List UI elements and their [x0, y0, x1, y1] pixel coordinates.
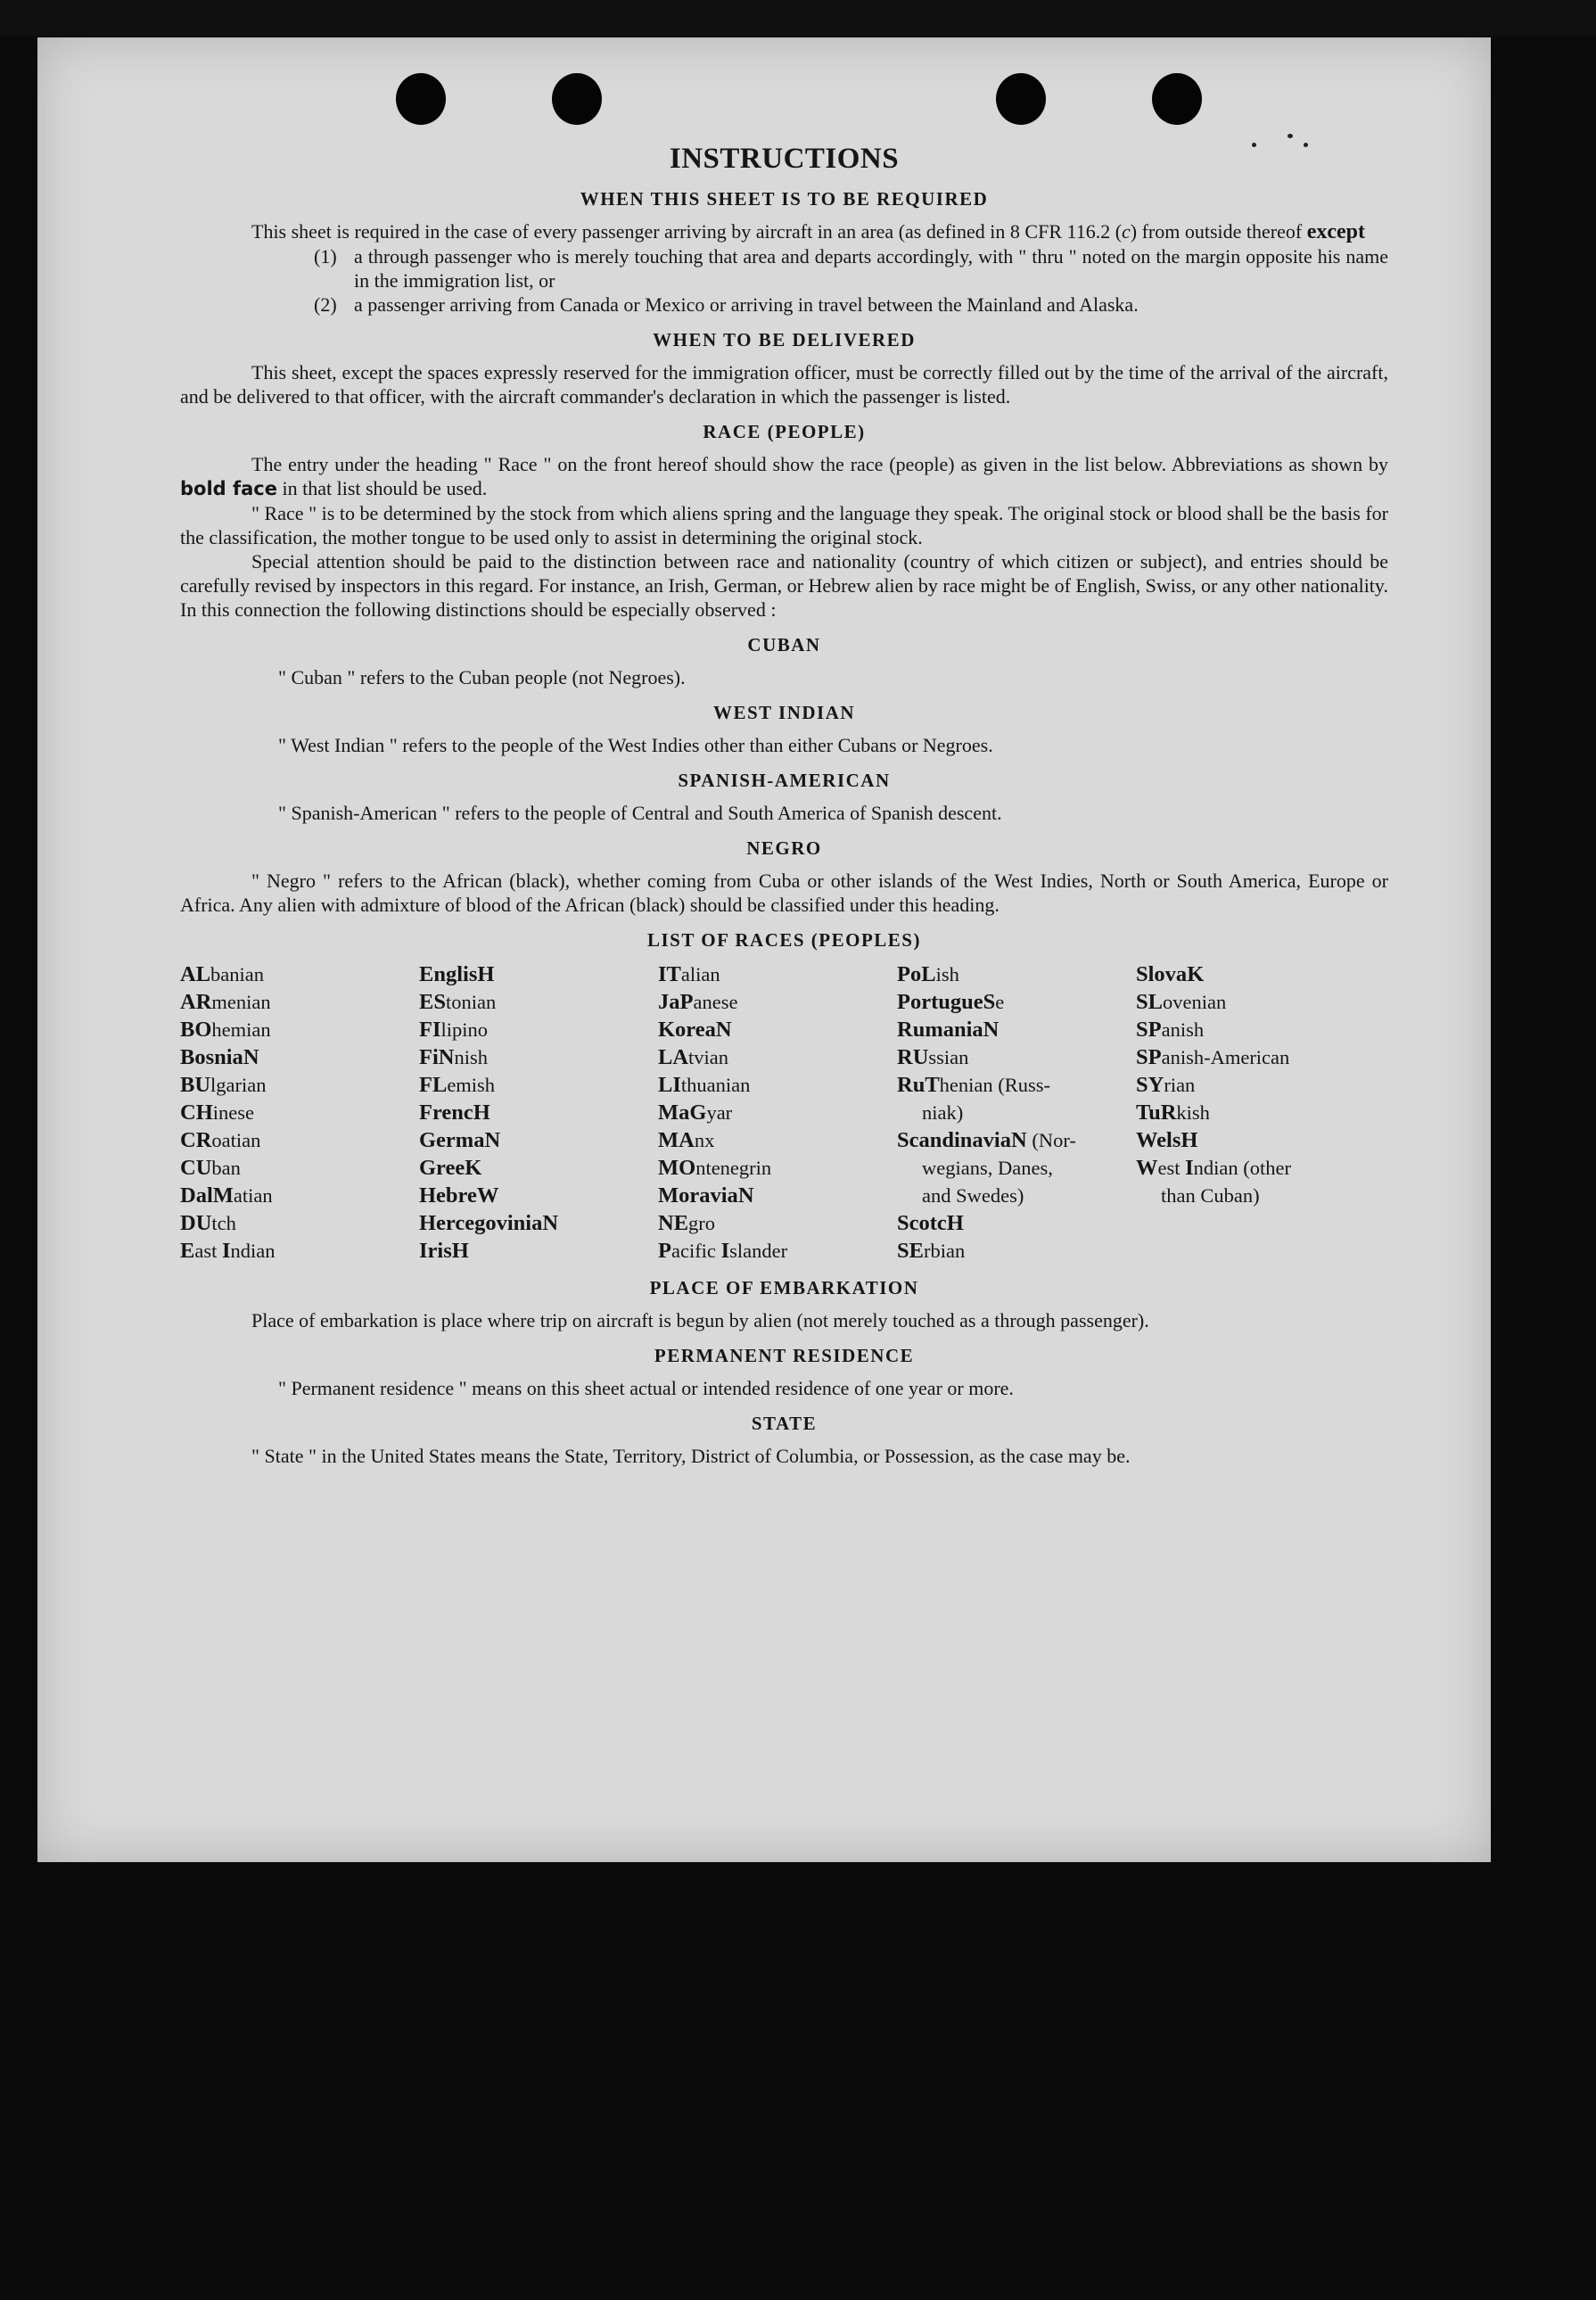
race-entry-continuation: and Swedes) — [922, 1184, 1024, 1207]
cuban-text: " Cuban " refers to the Cuban people (not Negroes). — [278, 666, 686, 688]
race-entry: MoraviaN — [658, 1183, 754, 1208]
section-heading: SPANISH-AMERICAN — [678, 770, 891, 791]
race-entry: ITalian — [658, 962, 720, 986]
race-entry: MaGyar — [658, 1101, 733, 1125]
race-entry: DalMatian — [180, 1183, 273, 1208]
race-entry: JaPanese — [658, 990, 738, 1014]
race-entry: West Indian (other — [1136, 1156, 1292, 1180]
races-column — [180, 960, 419, 1265]
race-entry: FIlipino — [419, 1018, 489, 1042]
race-entry: ScandinaviaN (Nor- — [897, 1128, 1076, 1152]
section-heading: PLACE OF EMBARKATION — [649, 1277, 919, 1298]
race-entry: IrisH — [419, 1239, 469, 1263]
punch-hole — [552, 73, 602, 125]
race-entry: HebreW — [419, 1183, 499, 1208]
race-paragraph: " Race " is to be determined by the stock from which aliens spring and the language they speak. The original stock or blood shall be the basis for the classification, the mother tongue to be used only to assist in determining the original stock. — [180, 502, 1388, 548]
section-heading: WEST INDIAN — [712, 702, 856, 723]
race-entry: KoreaN — [658, 1018, 732, 1042]
race-entry-continuation: than Cuban) — [1161, 1184, 1260, 1207]
race-entry: SErbian — [897, 1239, 966, 1263]
race-entry-continuation: niak) — [922, 1101, 964, 1124]
race-entry: BOhemian — [180, 1018, 271, 1042]
race-entry: HercegoviniaN — [419, 1211, 559, 1235]
punch-hole — [996, 73, 1046, 125]
section-heading: CUBAN — [747, 634, 821, 655]
race-entry: East Indian — [180, 1239, 276, 1263]
section-heading: WHEN THIS SHEET IS TO BE REQUIRED — [580, 188, 989, 210]
page-title: INSTRUCTIONS — [669, 143, 900, 175]
races-list — [180, 960, 1388, 1265]
west-indian-text: " West Indian " refers to the people of the West Indies other than either Cubans or Negroes. — [278, 734, 993, 756]
race-paragraph: The entry under the heading " Race " on the front hereof should show the race (people) as given in the list below. Abbreviations as shown by bold face in that list should be used. — [180, 453, 1388, 499]
race-entry: SYrian — [1136, 1073, 1196, 1097]
races-column — [897, 960, 1136, 1265]
race-entry: CRoatian — [180, 1128, 261, 1152]
embarkation-text: Place of embarkation is place where trip on aircraft is begun by alien (not merely touched as a through passenger). — [251, 1309, 1149, 1331]
race-entry: PortugueSe — [897, 990, 1005, 1014]
section-heading: LIST OF RACES (PEOPLES) — [647, 929, 921, 951]
race-entry-continuation: wegians, Danes, — [922, 1157, 1053, 1179]
race-entry: LAtvian — [658, 1045, 729, 1069]
delivered-text: This sheet, except the spaces expressly reserved for the immigration officer, must be correctly filled out by the time of the arrival of the aircraft, and be delivered to that officer, with the aircraft commander's declaration in which the passenger is listed. — [180, 361, 1388, 408]
race-entry: MOntenegrin — [658, 1156, 772, 1180]
race-entry: WelsH — [1136, 1128, 1198, 1152]
scan-speck — [1287, 134, 1293, 138]
race-entry: SLovenian — [1136, 990, 1227, 1014]
section-heading: RACE (PEOPLE) — [703, 421, 866, 442]
race-entry: CHinese — [180, 1101, 254, 1125]
race-entry: RUssian — [897, 1045, 969, 1069]
race-entry: SlovaK — [1136, 962, 1205, 986]
race-entry: DUtch — [180, 1211, 236, 1235]
race-entry: Pacific Islander — [658, 1239, 788, 1263]
required-intro: This sheet is required in the case of every passenger arriving by aircraft in an area (as defined in 8 CFR 116.2 (c) from outside thereof except — [251, 220, 1366, 243]
race-entry: SPanish — [1136, 1018, 1205, 1042]
race-entry: CUban — [180, 1156, 241, 1180]
race-entry: SPanish-American — [1136, 1045, 1290, 1069]
section-heading: PERMANENT RESIDENCE — [654, 1345, 915, 1366]
state-text: " State " in the United States means the State, Territory, District of Columbia, or Possession, as the case may be. — [251, 1445, 1131, 1467]
exception-item: (1) a through passenger who is merely touching that area and departs accordingly, with " thru " noted on the margin opposite his name in the immigration list, or — [314, 245, 1388, 292]
exception-item: (2) a passenger arriving from Canada or Mexico or arriving in travel between the Mainland and Alaska. — [314, 293, 1139, 316]
race-paragraph: Special attention should be paid to the distinction between race and nationality (country of which citizen or subject), and entries should be carefully revised by inspectors in this regard. For instance, an Irish, German, or Hebrew alien by race might be of English, Swiss, or any other nationality. In this connection the following distinctions should be especially observed : — [180, 550, 1388, 621]
race-entry: FiNnish — [419, 1045, 488, 1069]
race-entry: ALbanian — [180, 962, 265, 986]
race-entry: EStonian — [419, 990, 497, 1014]
race-entry: RumaniaN — [897, 1018, 1000, 1042]
scan-backdrop — [0, 0, 1596, 36]
document-sheet — [37, 37, 1491, 1862]
race-entry: FrencH — [419, 1101, 490, 1125]
negro-text: " Negro " refers to the African (black), whether coming from Cuba or other islands of the West Indies, North or South America, Europe or Africa. Any alien with admixture of blood of the African (black) should be classified under this heading. — [180, 870, 1388, 916]
race-entry: NEgro — [658, 1211, 716, 1235]
spanish-american-text: " Spanish-American " refers to the people of Central and South America of Spanish descent. — [278, 802, 1002, 824]
punch-hole — [1152, 73, 1202, 125]
race-entry: ARmenian — [180, 990, 271, 1014]
instructions-content — [180, 143, 1388, 1468]
race-entry: MAnx — [658, 1128, 715, 1152]
race-entry: PoLish — [897, 962, 959, 986]
punch-hole — [396, 73, 446, 125]
race-entry: GermaN — [419, 1128, 501, 1152]
race-entry: TuRkish — [1136, 1101, 1210, 1125]
residence-text: " Permanent residence " means on this sheet actual or intended residence of one year or more. — [278, 1377, 1014, 1399]
section-heading: NEGRO — [746, 837, 822, 859]
races-column — [1136, 960, 1375, 1265]
section-heading: WHEN TO BE DELIVERED — [653, 329, 916, 350]
race-entry: BUlgarian — [180, 1073, 267, 1097]
race-entry: LIthuanian — [658, 1073, 751, 1097]
races-column — [658, 960, 897, 1265]
race-entry: RuThenian (Russ- — [897, 1073, 1051, 1097]
race-entry: GreeK — [419, 1156, 482, 1180]
race-entry: EnglisH — [419, 962, 495, 986]
races-column — [419, 960, 658, 1265]
race-entry: BosniaN — [180, 1045, 259, 1069]
race-entry: ScotcH — [897, 1211, 964, 1235]
section-heading: STATE — [751, 1413, 818, 1434]
race-entry: FLemish — [419, 1073, 496, 1097]
